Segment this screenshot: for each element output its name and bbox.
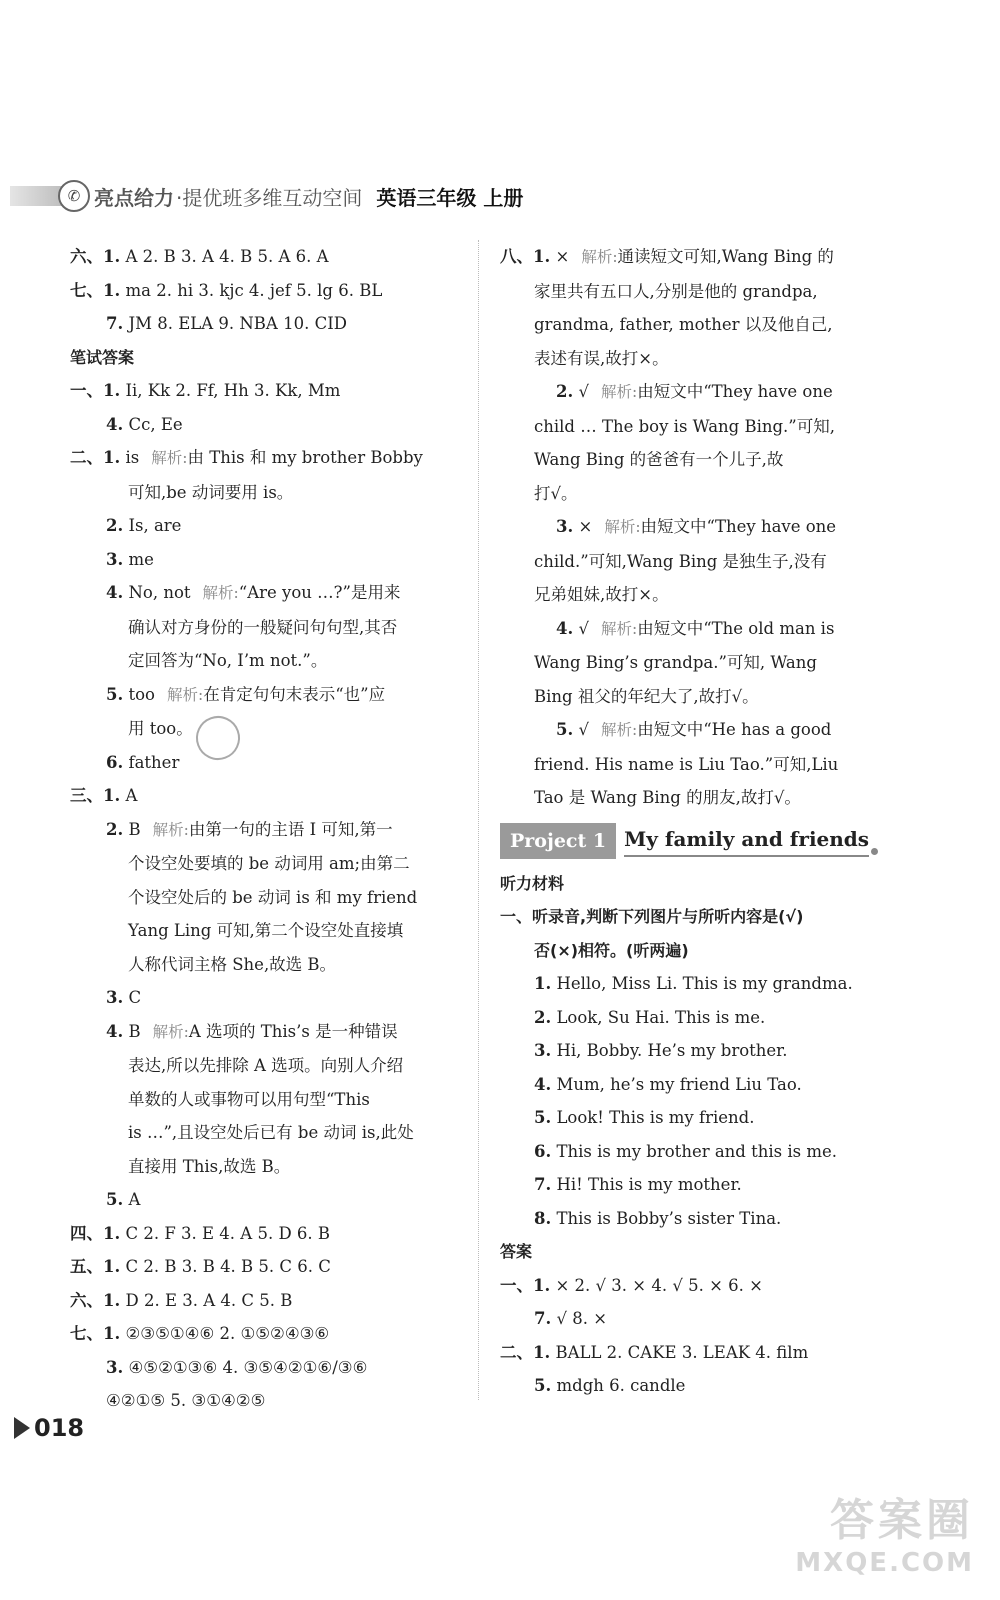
item-number: 1. — [533, 247, 551, 266]
item-number: 1. — [533, 1342, 551, 1362]
answer-line — [70, 307, 470, 341]
page-number — [14, 1414, 84, 1442]
section-heading — [500, 1235, 900, 1269]
answer-text: C 2. F 3. E 4. A 5. D 6. B — [120, 1223, 331, 1243]
item-number: 3. — [534, 1041, 552, 1060]
project-heading — [500, 821, 900, 861]
answer-line — [500, 680, 900, 714]
answer-line — [70, 813, 470, 848]
item-number: 7. — [534, 1309, 552, 1328]
item-number: 1. — [103, 280, 121, 300]
section-heading — [70, 341, 470, 375]
answer-text: 个设空处要填的 be 动词用 am;由第二 — [128, 854, 410, 873]
answer-text: Ii, Kk 2. Ff, Hh 3. Kk, Mm — [120, 381, 341, 400]
answer-text: × 2. √ 3. × 4. √ 5. × 6. × — [550, 1275, 763, 1295]
answer-line — [500, 748, 900, 782]
header-bar — [10, 186, 64, 206]
project-title: My family and friends — [624, 825, 869, 857]
heading-text: 听力材料 — [500, 873, 565, 893]
analysis-label: 解析: — [601, 383, 638, 401]
section-number: 五、 — [70, 1257, 103, 1276]
answer-text: 否(×)相符。(听两遍) — [534, 940, 689, 960]
item-number: 2. — [106, 819, 124, 839]
right-column — [500, 240, 900, 1403]
analysis-label: 解析: — [581, 248, 618, 266]
heading-text: 笔试答案 — [70, 347, 135, 367]
answer-text: 人称代词主格 She,故选 B。 — [128, 954, 337, 974]
answer-text: 打√。 — [534, 483, 578, 503]
answer-line — [500, 275, 900, 309]
analysis-label: 解析: — [202, 584, 239, 602]
answer-line — [500, 477, 900, 511]
answer-text: 兄弟姐妹,故打×。 — [534, 585, 669, 604]
item-number: 5. — [106, 684, 124, 704]
answer-line — [500, 1135, 900, 1169]
answer-text: is …”,且设空处后已有 be 动词 is,此处 — [128, 1123, 414, 1142]
item-number: 6. — [106, 752, 124, 772]
answer-text: Yang Ling 可知,第二个设空处直接填 — [128, 921, 404, 940]
item-number: 4. — [556, 618, 574, 638]
item-number: 4. — [106, 583, 124, 602]
analysis-label: 解析: — [152, 1022, 189, 1041]
analysis-text: 在肯定句句末表示“也”应 — [203, 684, 386, 704]
answer-line — [500, 545, 900, 579]
play-triangle-icon — [14, 1417, 30, 1439]
item-number: 2. — [534, 1007, 552, 1027]
answer-line — [70, 476, 470, 510]
answer-text: Wang Bing 的爸爸有一个儿子,故 — [534, 450, 784, 469]
analysis-label: 解析: — [151, 449, 188, 467]
answer-line — [70, 543, 470, 577]
item-number: 5. — [106, 1190, 124, 1209]
answer-line — [500, 1302, 900, 1336]
answer-line — [500, 375, 900, 410]
item-number: 5. — [534, 1376, 552, 1395]
answer-line — [500, 443, 900, 477]
watermark-url: MXQE.COM — [795, 1548, 974, 1578]
analysis-text: A 选项的 This’s 是一种错误 — [188, 1021, 398, 1041]
answer-text: A — [123, 1190, 141, 1209]
answer-line — [500, 410, 900, 444]
analysis-label: 解析: — [152, 820, 189, 839]
analysis-text: 由短文中“He has a good — [637, 720, 832, 739]
item-number: 7. — [106, 314, 124, 333]
item-number: 1. — [534, 974, 552, 993]
item-number: 1. — [103, 1257, 121, 1276]
answer-line — [500, 1269, 900, 1303]
watermark — [795, 1484, 974, 1578]
answer-line — [70, 441, 470, 476]
section-number: 六、 — [70, 247, 103, 266]
answer-line — [500, 1101, 900, 1135]
answer-text: Wang Bing’s grandpa.”可知, Wang — [534, 653, 817, 672]
answer-text: √ — [573, 720, 589, 739]
project-tag: Project 1 — [500, 823, 616, 859]
answer-line — [500, 1034, 900, 1068]
answer-line — [500, 934, 900, 968]
answer-text: 单数的人或事物可以用句型“This — [128, 1089, 370, 1109]
answer-text: 表达,所以先排除 A 选项。向别人介绍 — [128, 1056, 404, 1075]
answer-text: ④②①⑤ 5. ③①④②⑤ — [106, 1391, 266, 1410]
watermark-logo-text: 答案圈 — [830, 1495, 974, 1546]
answer-line — [500, 1001, 900, 1035]
item-number: 3. — [106, 988, 124, 1007]
answer-line — [500, 1336, 900, 1370]
answer-line — [70, 374, 470, 408]
answer-line — [70, 274, 470, 308]
answer-text: Bing 祖父的年纪大了,故打√。 — [534, 686, 759, 706]
answer-text: ④⑤②①③⑥ 4. ③⑤④②①⑥/③⑥ — [123, 1357, 368, 1377]
answer-line — [500, 578, 900, 612]
item-number: 1. — [103, 786, 121, 805]
answer-line — [70, 779, 470, 813]
answer-text: friend. His name is Liu Tao.”可知,Liu — [534, 754, 839, 774]
answer-line — [500, 510, 900, 545]
answer-text: 可知,be 动词要用 is。 — [128, 482, 294, 502]
item-number: 1. — [533, 1275, 551, 1295]
answer-line — [70, 1083, 470, 1117]
answer-line — [500, 612, 900, 647]
answer-text: No, not — [123, 583, 191, 602]
section-number: 四、 — [70, 1223, 103, 1243]
section-number: 一、 — [500, 1275, 533, 1295]
answer-line — [70, 408, 470, 442]
answer-line — [500, 967, 900, 1001]
answer-text: Look, Su Hai. This is me. — [551, 1007, 766, 1027]
answer-text: grandma, father, mother 以及他自己, — [534, 315, 833, 334]
section-number: 六、 — [70, 1290, 103, 1310]
answer-text: C — [123, 988, 142, 1007]
answer-text: B — [123, 1021, 141, 1041]
item-number: 1. — [103, 1223, 121, 1243]
answer-line — [70, 881, 470, 915]
analysis-label: 解析: — [601, 619, 638, 638]
answer-line — [70, 981, 470, 1015]
answer-text: 个设空处后的 be 动词 is 和 my friend — [128, 887, 418, 907]
answer-text: 确认对方身份的一般疑问句句型,其否 — [128, 617, 398, 637]
page-number-text: 018 — [34, 1414, 85, 1442]
item-number: 5. — [556, 720, 574, 739]
answer-text: ma 2. hi 3. kjc 4. jef 5. lg 6. BL — [120, 280, 383, 300]
answer-line — [70, 1049, 470, 1083]
item-number: 2. — [556, 382, 574, 401]
item-number: 1. — [103, 381, 121, 400]
answer-line — [70, 847, 470, 881]
answer-line — [500, 900, 900, 934]
item-number: 2. — [106, 516, 124, 535]
answer-text: is — [120, 448, 140, 467]
phone-logo-icon: ✆ — [58, 180, 90, 212]
subject-title: 英语三年级 上册 — [376, 185, 524, 210]
item-number: 1. — [103, 1290, 121, 1310]
answer-line — [70, 611, 470, 645]
analysis-label: 解析: — [601, 721, 638, 739]
answer-line — [70, 576, 470, 611]
item-number: 3. — [556, 517, 574, 536]
answer-text: Mum, he’s my friend Liu Tao. — [551, 1074, 802, 1094]
answer-line — [500, 240, 900, 275]
section-number: 一、 — [70, 381, 103, 400]
answer-text: This is Bobby’s sister Tina. — [551, 1208, 782, 1228]
answer-line — [70, 644, 470, 678]
analysis-text: “Are you …?”是用来 — [238, 583, 401, 602]
answer-line — [70, 1150, 470, 1184]
item-number: 4. — [106, 1021, 124, 1041]
answer-text: mdgh 6. candle — [551, 1376, 686, 1395]
column-divider — [478, 240, 479, 1400]
answer-text: A 2. B 3. A 4. B 5. A 6. A — [120, 247, 329, 266]
answer-line — [70, 1217, 470, 1251]
answer-text: me — [123, 549, 154, 569]
analysis-text: 由短文中“They have one — [637, 382, 833, 401]
item-number: 4. — [534, 1074, 552, 1094]
brand-slogan: ·提优班多维互动空间 — [176, 185, 363, 210]
answer-line — [500, 342, 900, 376]
answer-line — [70, 1351, 470, 1385]
page-header — [10, 178, 523, 214]
item-number: 5. — [534, 1108, 552, 1127]
answer-text: × — [573, 517, 593, 536]
item-number: 7. — [534, 1175, 552, 1194]
analysis-label: 解析: — [604, 518, 641, 536]
item-number: 3. — [106, 1357, 124, 1377]
item-number: 8. — [534, 1208, 552, 1228]
answer-line — [70, 1384, 470, 1418]
answer-line — [500, 713, 900, 748]
section-number: 二、 — [500, 1342, 533, 1362]
answer-text: Tao 是 Wang Bing 的朋友,故打√。 — [534, 788, 801, 807]
brand-name: 亮点给力 — [94, 185, 174, 210]
answer-text: √ 8. × — [551, 1309, 608, 1328]
answer-line — [70, 746, 470, 780]
item-number: 1. — [103, 247, 121, 266]
answer-text: Hi, Bobby. He’s my brother. — [551, 1041, 788, 1060]
answer-text: A — [120, 786, 138, 805]
answer-line — [70, 1116, 470, 1150]
section-number: 七、 — [70, 280, 103, 300]
answer-line — [70, 1317, 470, 1351]
answer-line — [70, 914, 470, 948]
answer-line — [500, 308, 900, 342]
answer-text: × — [550, 247, 570, 266]
answer-line — [500, 646, 900, 680]
section-heading — [500, 867, 900, 901]
answer-text: 表述有误,故打×。 — [534, 348, 669, 368]
answer-line — [70, 240, 470, 274]
item-number: 1. — [103, 1324, 121, 1343]
left-column — [70, 240, 470, 1418]
answer-line — [70, 1250, 470, 1284]
answer-text: ②③⑤①④⑥ 2. ①⑤②④③⑥ — [120, 1324, 330, 1343]
section-number: 七、 — [70, 1324, 103, 1343]
answer-text: Hi! This is my mother. — [551, 1175, 742, 1194]
answer-line — [70, 948, 470, 982]
answer-line — [70, 678, 470, 713]
project-content — [500, 867, 900, 1403]
section-number: 二、 — [70, 448, 103, 467]
answer-text: Is, are — [123, 516, 182, 535]
answer-text: C 2. B 3. B 4. B 5. C 6. C — [120, 1257, 331, 1276]
answer-text: 定回答为“No, I’m not.”。 — [128, 651, 328, 670]
answer-text: Look! This is my friend. — [551, 1108, 755, 1127]
answer-line — [500, 1168, 900, 1202]
answer-line — [70, 1183, 470, 1217]
heading-text: 答案 — [500, 1242, 533, 1261]
analysis-text: 由短文中“The old man is — [637, 618, 835, 638]
answer-text: D 2. E 3. A 4. C 5. B — [120, 1290, 293, 1310]
answer-text: BALL 2. CAKE 3. LEAK 4. film — [550, 1342, 809, 1362]
analysis-text: 通读短文可知,Wang Bing 的 — [617, 247, 834, 266]
answer-line — [70, 1284, 470, 1318]
section-number: 三、 — [70, 786, 103, 805]
answer-text: √ — [573, 618, 589, 638]
answer-line — [70, 509, 470, 543]
answer-text: 一、听录音,判断下列图片与所听内容是(√) — [500, 907, 804, 926]
answer-line — [70, 712, 470, 746]
answer-text: father — [123, 752, 180, 772]
item-number: 6. — [534, 1141, 552, 1161]
answer-line — [70, 1015, 470, 1050]
section-number: 八、 — [500, 247, 533, 266]
answer-text: JM 8. ELA 9. NBA 10. CID — [123, 314, 347, 333]
analysis-text: 由第一句的主语 I 可知,第一 — [188, 819, 393, 839]
answer-line — [500, 1202, 900, 1236]
answer-text: This is my brother and this is me. — [551, 1141, 838, 1161]
analysis-text: 由 This 和 my brother Bobby — [187, 448, 423, 467]
analysis-text: 由短文中“They have one — [640, 517, 837, 536]
answer-line — [500, 1369, 900, 1403]
answer-line — [500, 781, 900, 815]
answer-text: too — [123, 684, 155, 704]
answer-text: Hello, Miss Li. This is my grandma. — [551, 974, 853, 993]
answer-text: 家里共有五口人,分别是他的 grandpa, — [534, 281, 818, 301]
answer-text: child … The boy is Wang Bing.”可知, — [534, 416, 835, 436]
answer-text: child.”可知,Wang Bing 是独生子,没有 — [534, 551, 827, 571]
analysis-label: 解析: — [166, 685, 204, 704]
item-number: 4. — [106, 414, 124, 434]
right-answers — [500, 240, 900, 815]
answer-line — [500, 1068, 900, 1102]
answer-text: √ — [573, 382, 589, 401]
answer-text: Cc, Ee — [123, 414, 183, 434]
title-dot-icon — [871, 848, 878, 855]
answer-text: 直接用 This,故选 B。 — [128, 1156, 291, 1176]
item-number: 3. — [106, 549, 124, 569]
item-number: 1. — [103, 448, 121, 467]
answer-text: B — [123, 819, 141, 839]
answer-text: 用 too。 — [128, 719, 193, 738]
